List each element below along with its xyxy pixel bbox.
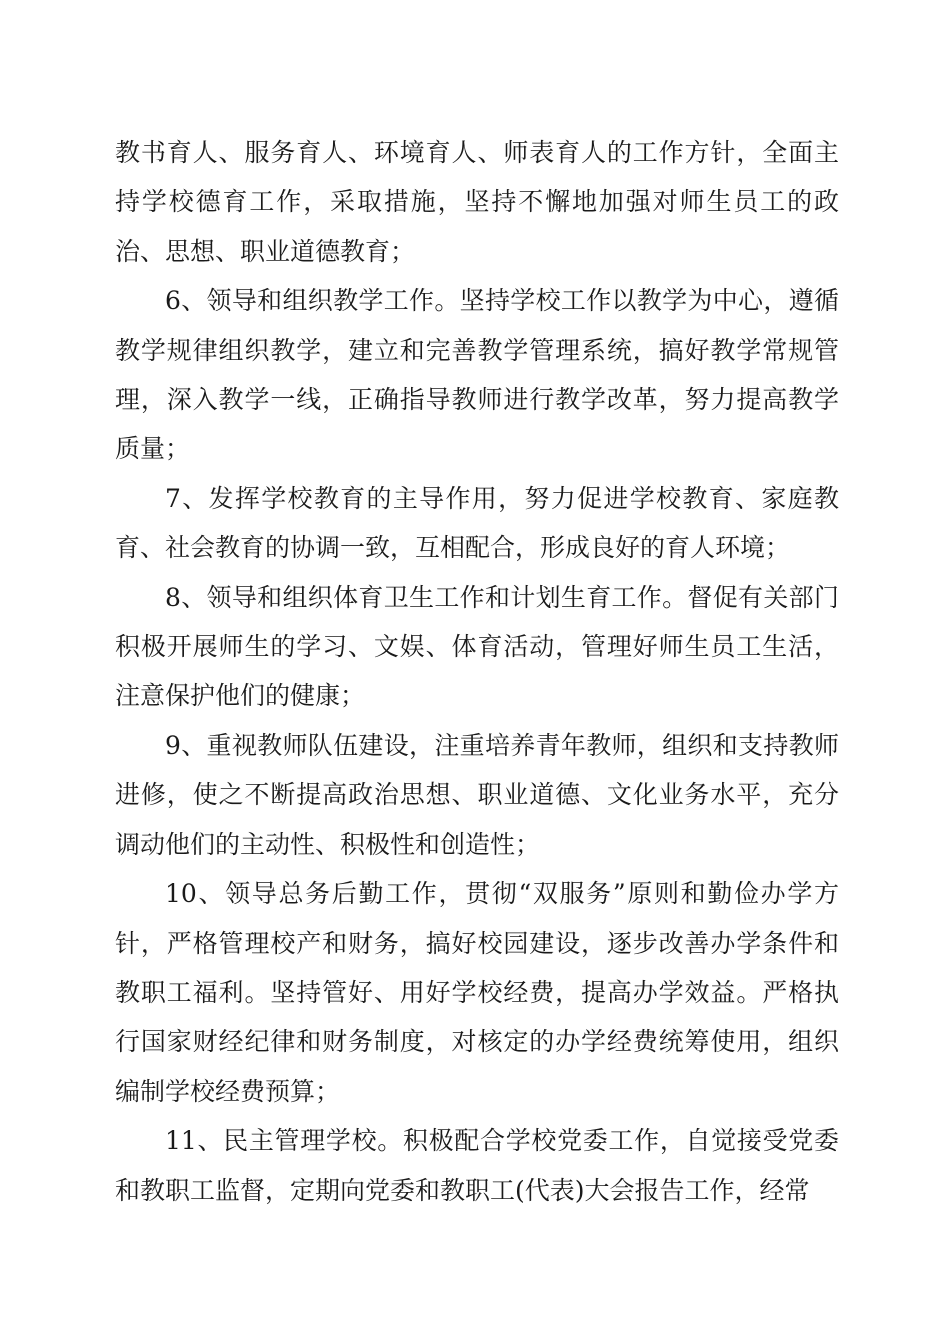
paragraph-continued-duties: 教书育人、服务育人、环境育人、师表育人的工作方针，全面主持学校德育工作，采取措施，坚持不懈地加强对师生员工的政治、思想、职业道德教育； <box>115 138 839 266</box>
paragraph-item-9-teacher-development: 9、重视教师队伍建设，注重培养青年教师，组织和支持教师进修，使之不断提高政治思想、职业道德、文化业务水平，充分调动他们的主动性、积极性和创造性； <box>115 730 839 859</box>
paragraph-item-8-sports-health: 8、领导和组织体育卫生工作和计划生育工作。督促有关部门积极开展师生的学习、文娱、体育活动，管理好师生员工生活，注意保护他们的健康； <box>115 582 839 711</box>
paragraph-item-10-logistics-finance: 10、领导总务后勤工作，贯彻“双服务”原则和勤俭办学方针，严格管理校产和财务，搞好校园建设，逐步改善办学条件和教职工福利。坚持管好、用好学校经费，提高办学效益。严格执行国家财经纪律和财务制度，对核定的办学经费统筹使用，组织编制学校经费预算； <box>115 879 839 1106</box>
paragraph-item-11-democratic-management: 11、民主管理学校。积极配合学校党委工作，自觉接受党委和教职工监督，定期向党委和教职工(代表)大会报告工作，经常 <box>115 1126 839 1205</box>
document-body <box>115 128 839 1215</box>
paragraph-item-7-education-coordination: 7、发挥学校教育的主导作用，努力促进学校教育、家庭教育、社会教育的协调一致，互相配合，形成良好的育人环境； <box>115 483 839 563</box>
paragraph-item-6-teaching: 6、领导和组织教学工作。坚持学校工作以教学为中心，遵循教学规律组织教学，建立和完善教学管理系统，搞好教学常规管理，深入教学一线，正确指导教师进行教学改革，努力提高教学质量； <box>115 286 839 464</box>
